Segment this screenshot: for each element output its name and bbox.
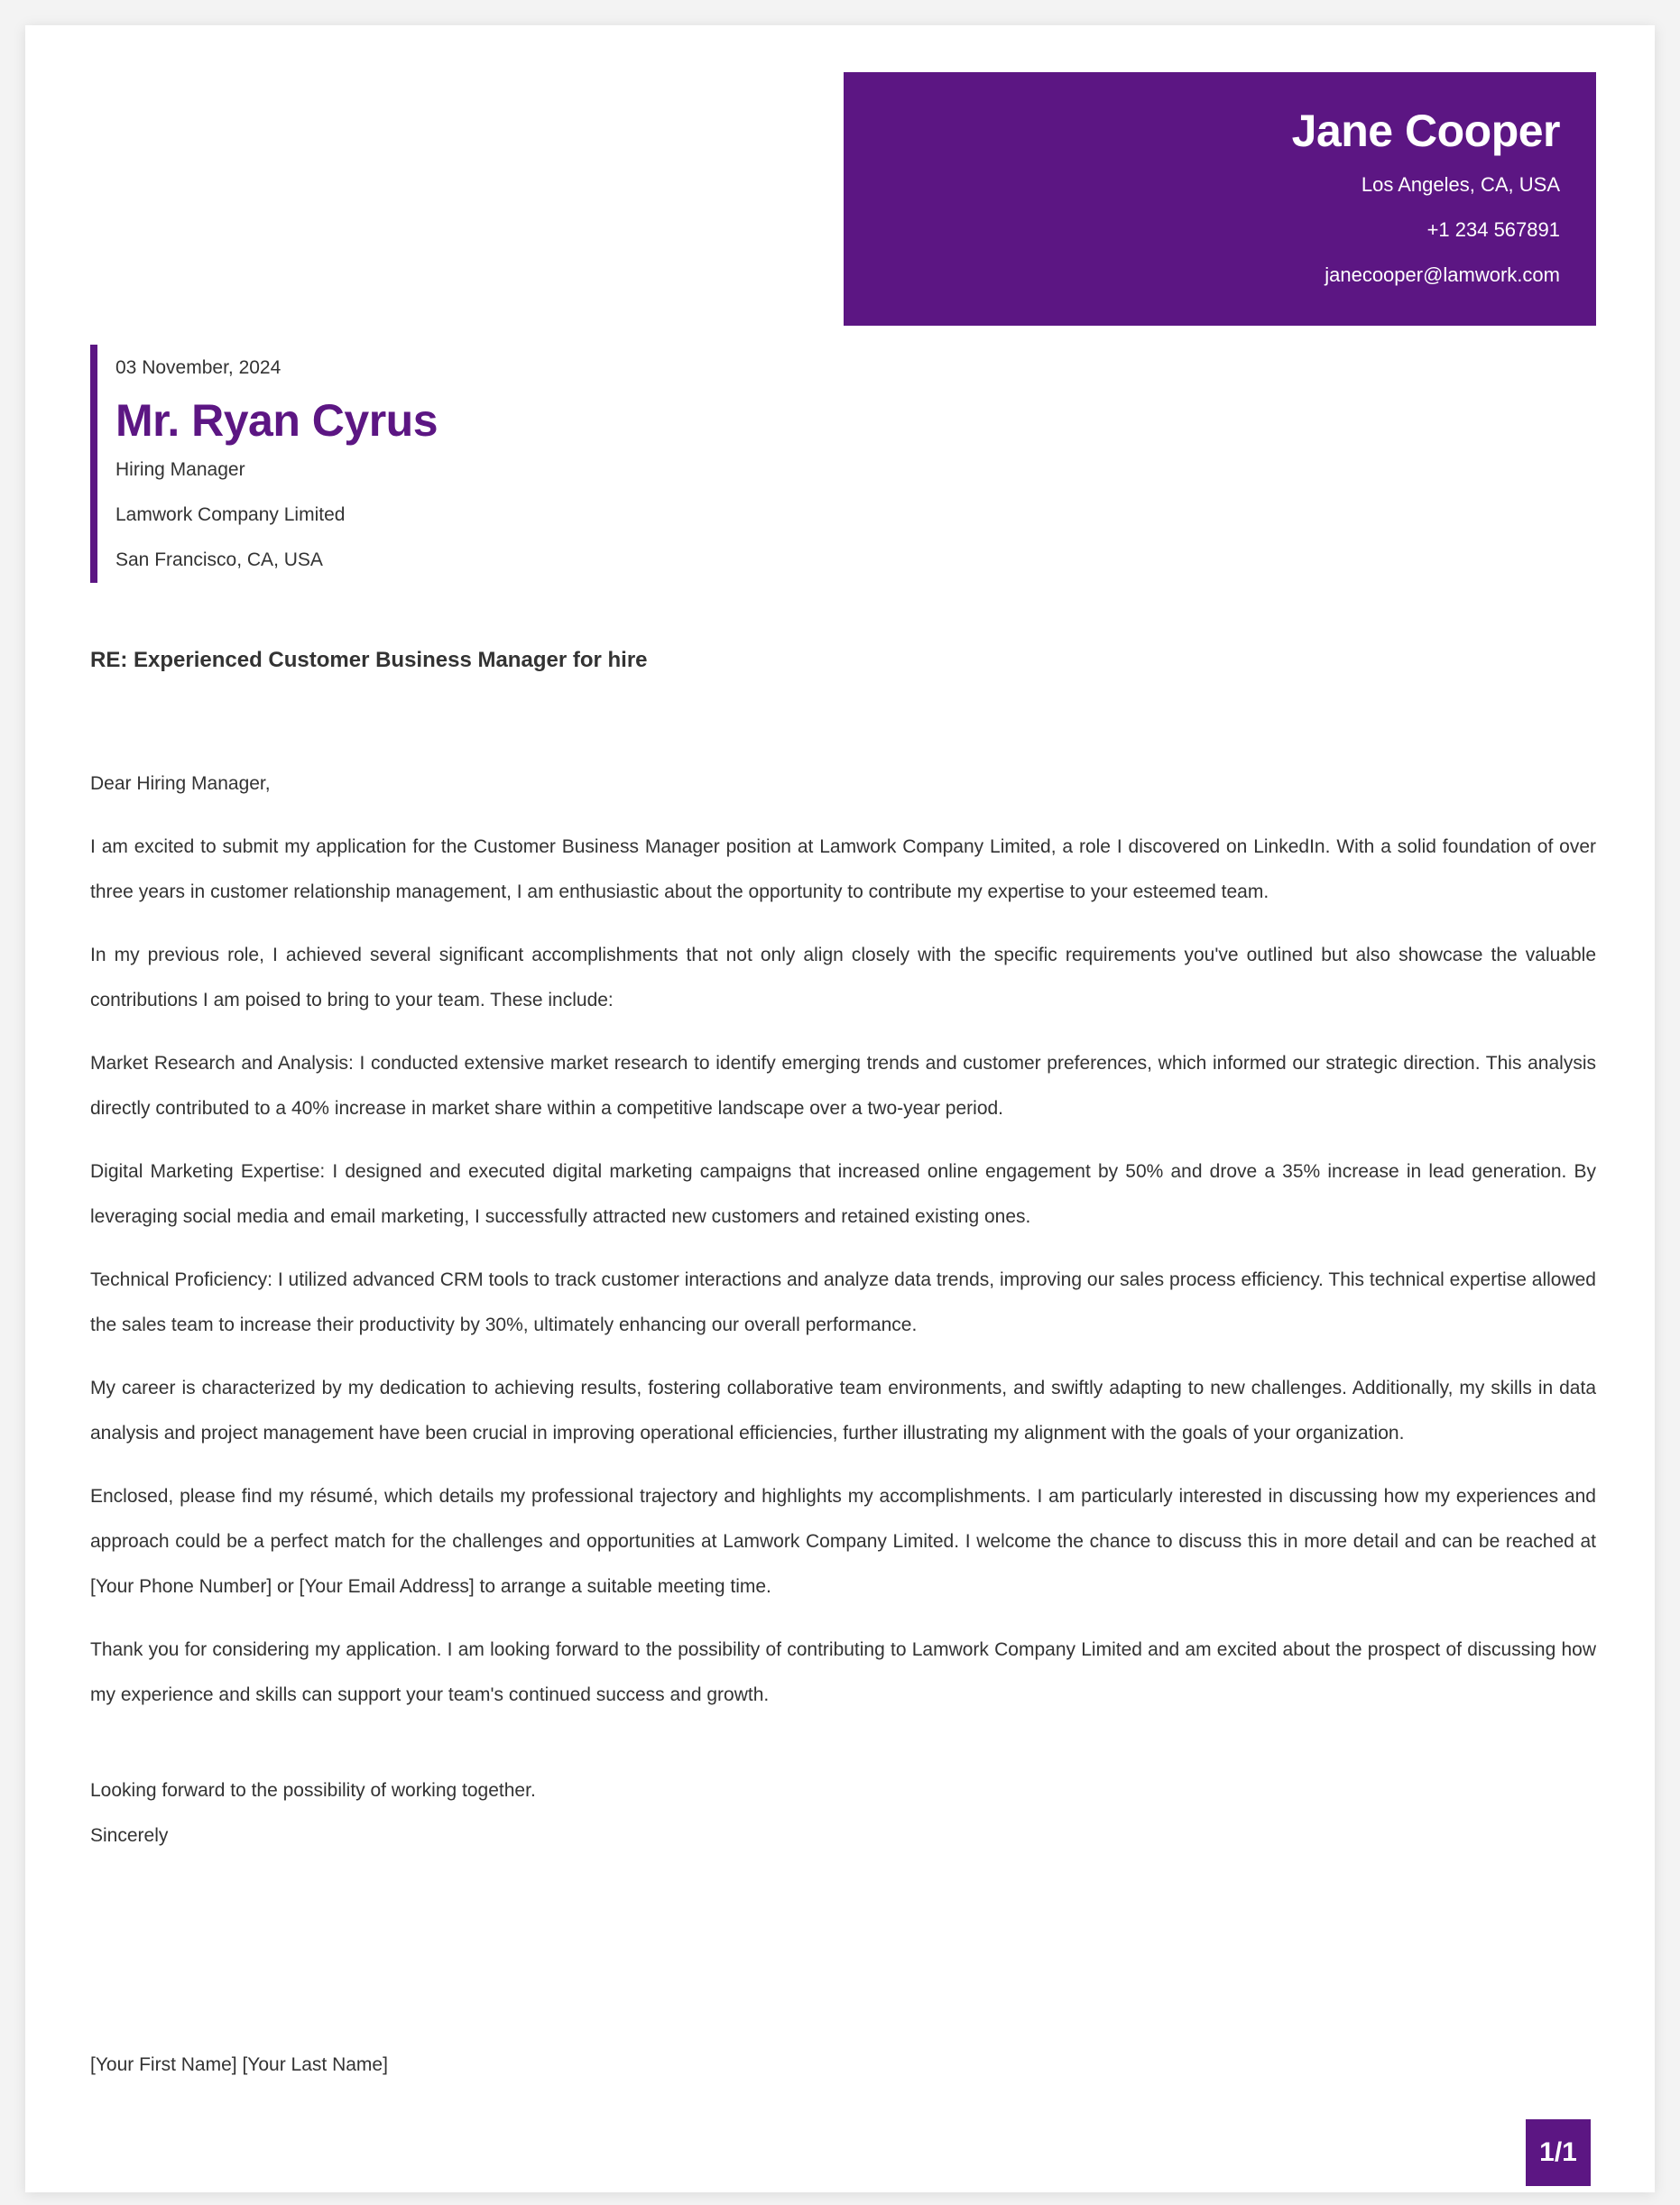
sender-name: Jane Cooper: [1291, 106, 1560, 156]
body-paragraph: I am excited to submit my application for the Customer Business Manager position at Lamwork Company Limited, a role I discovered on LinkedIn. With a solid foundation of over three years in customer relationship management, I am enthusiastic about the opportunity to contribute my expertise to your esteemed team.: [90, 836, 1596, 902]
body-paragraph: Digital Marketing Expertise: I designed and executed digital marketing campaigns that increased online engagement by 50% and drove a 35% increase in lead generation. By leveraging social media and email marketing, I successfully attracted new customers and retained existing ones.: [90, 1161, 1596, 1227]
recipient-title: Hiring Manager: [115, 459, 245, 480]
body-paragraph: My career is characterized by my dedication to achieving results, fostering collaborative team environments, and swiftly adapting to new challenges. Additionally, my skills in data analysis and project management have been crucial in improving operational efficiencies, further illustrating my alignment with the goals of your organization.: [90, 1378, 1596, 1444]
sender-header: [844, 72, 1596, 326]
body-paragraph: Thank you for considering my application. I am looking forward to the possibility of contributing to Lamwork Company Limited and am excited about the prospect of discussing how my experience and skills can support your team's continued success and growth.: [90, 1639, 1596, 1705]
body-paragraph: Technical Proficiency: I utilized advanced CRM tools to track customer interactions and analyze data trends, improving our sales process efficiency. This technical expertise allowed the sales team to increase their productivity by 30%, ultimately enhancing our overall performance.: [90, 1269, 1596, 1335]
page-indicator: 1/1: [1526, 2119, 1591, 2186]
recipient-block: [90, 345, 902, 583]
salutation: Dear Hiring Manager,: [90, 773, 271, 794]
sender-email: janecooper@lamwork.com: [1325, 263, 1560, 286]
recipient-company: Lamwork Company Limited: [115, 504, 346, 525]
valediction: Sincerely: [90, 1825, 169, 1846]
closing-block: [90, 1768, 536, 1859]
letter-page: [25, 25, 1655, 2192]
recipient-name: Mr. Ryan Cyrus: [115, 395, 438, 446]
sender-phone: +1 234 567891: [1426, 218, 1560, 241]
recipient-location: San Francisco, CA, USA: [115, 549, 323, 570]
body-paragraph: Market Research and Analysis: I conducted extensive market research to identify emerging trends and customer preferences, which informed our strategic direction. This analysis directly contributed to a 40% increase in market share within a competitive landscape over a two-year period.: [90, 1053, 1596, 1119]
letter-subject: RE: Experienced Customer Business Manager for hire: [90, 648, 648, 672]
body-paragraph: In my previous role, I achieved several significant accomplishments that not only align closely with the specific requirements you've outlined but also showcase the valuable contributions I am poised to bring to your team. These include:: [90, 945, 1596, 1010]
sender-location: Los Angeles, CA, USA: [1361, 173, 1560, 196]
letter-body: [90, 761, 1596, 1736]
signature-name: [Your First Name] [Your Last Name]: [90, 2054, 388, 2075]
letter-date: 03 November, 2024: [115, 357, 282, 378]
closing-line: Looking forward to the possibility of working together.: [90, 1780, 536, 1801]
body-paragraph: Enclosed, please find my résumé, which details my professional trajectory and highlights my accomplishments. I am particularly interested in discussing how my experiences and approach could be a perfect match for the challenges and opportunities at Lamwork Company Limited. I welcome the chance to discuss this in more detail and can be reached at [Your Phone Number] or [Your Email Address] to arrange a suitable meeting time.: [90, 1486, 1596, 1597]
